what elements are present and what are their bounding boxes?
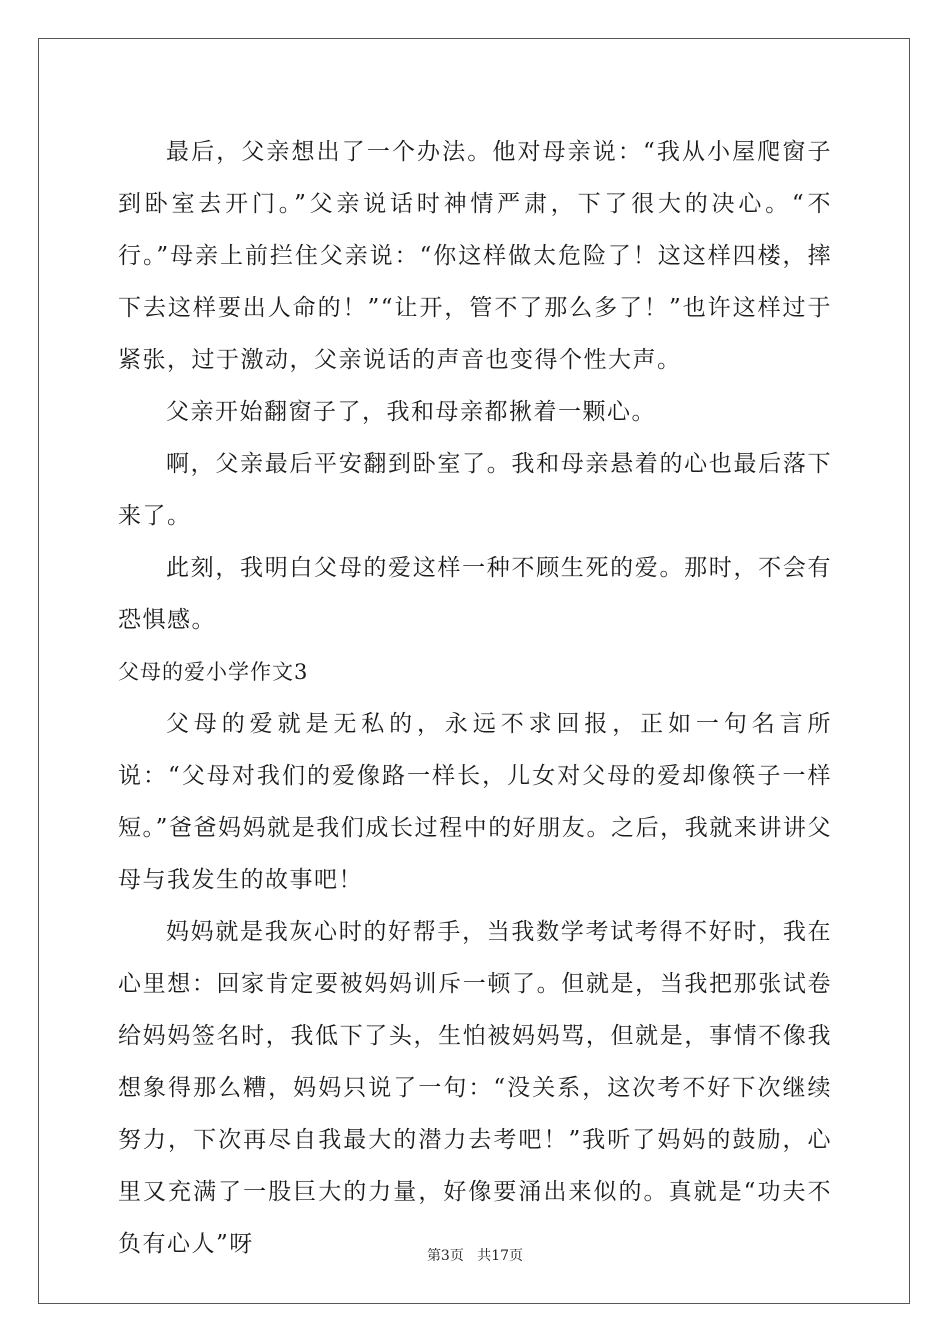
paragraph: 妈妈就是我灰心时的好帮手，当我数学考试考得不好时，我在心里想：回家肯定要被妈妈训斥一顿了。但就是，当我把那张试卷给妈妈签名时，我低下了头，生怕被妈妈骂，但就是，事情不像我想象得那么糟，妈妈只说了一句：“没关系，这次考不好下次继续努力，下次再尽自我最大的潜力去考吧！”我听了妈妈的鼓励，心里又充满了一股巨大的力量，好像要涌出来似的。真就是“功夫不负有心人”呀 bbox=[118, 919, 832, 1257]
page-number: 第3页 bbox=[426, 1248, 464, 1264]
page-total: 共17页 bbox=[477, 1248, 524, 1264]
paragraph: 此刻，我明白父母的爱这样一种不顾生死的爱。那时，不会有恐惧感。 bbox=[118, 555, 832, 633]
paragraph: 父亲开始翻窗子了，我和母亲都揪着一颗心。 bbox=[166, 399, 656, 425]
page-footer bbox=[0, 1245, 950, 1265]
paragraph: 啊，父亲最后平安翻到卧室了。我和母亲悬着的心也最后落下来了。 bbox=[118, 451, 832, 529]
document-body bbox=[118, 126, 832, 1270]
paragraph: 父母的爱就是无私的，永远不求回报，正如一句名言所说：“父母对我们的爱像路一样长，儿女对父母的爱却像筷子一样短。”爸爸妈妈就是我们成长过程中的好朋友。之后，我就来讲讲父母与我发生的故事吧！ bbox=[118, 711, 832, 893]
paragraph: 最后，父亲想出了一个办法。他对母亲说：“我从小屋爬窗子到卧室去开门。”父亲说话时神情严肃，下了很大的决心。“不行。”母亲上前拦住父亲说：“你这样做太危险了！这这样四楼，摔下去这样要出人命的！”“让开，管不了那么多了！”也许这样过于紧张，过于激动，父亲说话的声音也变得个性大声。 bbox=[118, 139, 832, 373]
section-heading: 父母的爱小学作文3 bbox=[118, 660, 309, 684]
